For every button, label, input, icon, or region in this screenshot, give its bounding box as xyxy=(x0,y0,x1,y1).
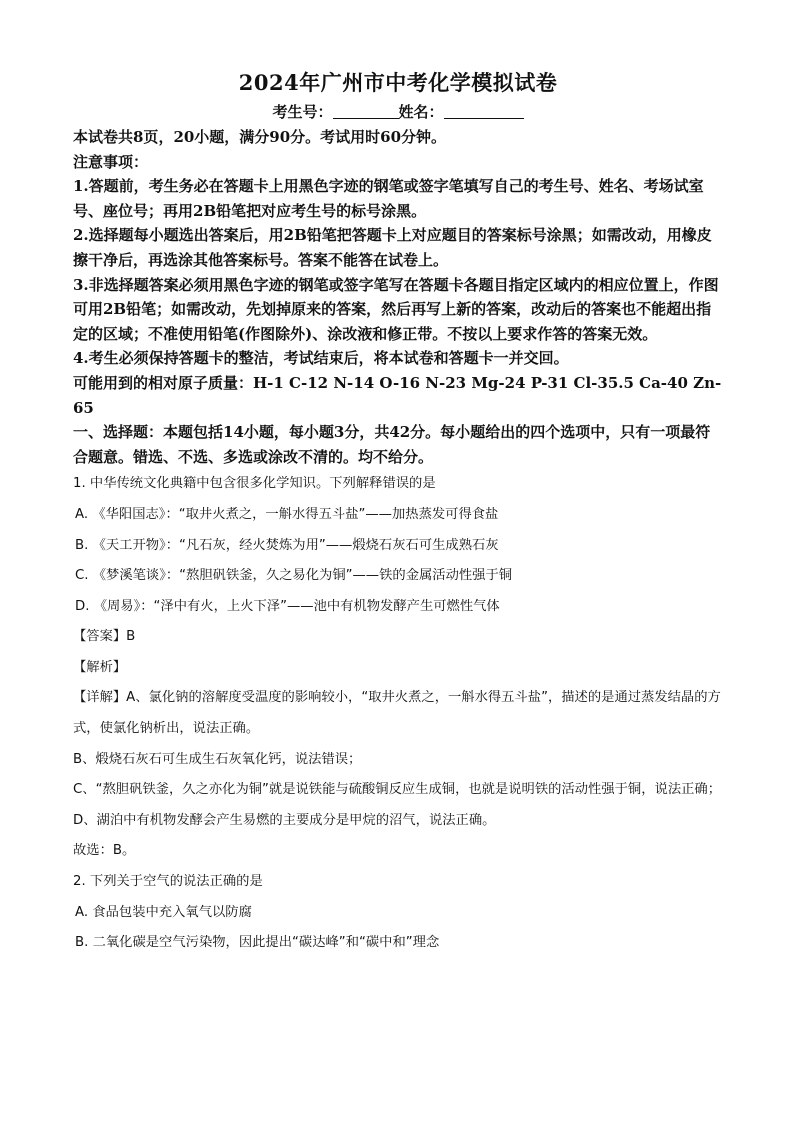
question-2-option-a: A. 食品包装中充入氧气以防腐 xyxy=(75,904,252,920)
name-blank xyxy=(444,103,524,119)
exam-summary: 本试卷共8页，20小题，满分90分。考试用时60分钟。 xyxy=(73,128,447,146)
note-item-2: 2.选择题每小题选出答案后，用2B铅笔把答题卡上对应题目的答案标号涂黑；如需改动，用橡皮擦干净后，再选涂其他答案标号。答案不能答在试卷上。 xyxy=(73,226,712,269)
question-1-analysis-label: 【解析】 xyxy=(73,659,127,675)
question-1-option-c: C. 《梦溪笔谈》：“熬胆矾铁釜，久之易化为铜”——铁的金属活动性强于铜 xyxy=(75,568,513,584)
candidate-info-line xyxy=(73,100,723,124)
question-1-detail-c: C、“熬胆矾铁釜，久之亦化为铜”就是说铁能与硫酸铜反应生成铜，也就是说明铁的活动性强于铜，说法正确； xyxy=(73,782,722,798)
exam-page xyxy=(73,68,723,959)
exam-number-label: 考生号： xyxy=(272,103,333,121)
question-1-answer: 【答案】B xyxy=(73,629,136,645)
question-2 xyxy=(73,867,723,959)
note-item-1: 1.答题前，考生务必在答题卡上用黑色字迹的钢笔或签字笔填写自己的考生号、姓名、考场试室号、座位号；再用2B铅笔把对应考生号的标号涂黑。 xyxy=(73,177,704,220)
note-item-3: 3.非选择题答案必须用黑色字迹的钢笔或签字笔写在答题卡各题目指定区域内的相应位置上，作图可用2B铅笔；如需改动，先划掉原来的答案，然后再写上新的答案，改动后的答案也不能超出指定的区域；不准使用铅笔(作图除外)、涂改液和修正带。不按以上要求作答的答案无效。 xyxy=(73,275,719,343)
question-2-option-b: B. 二氧化碳是空气污染物，因此提出“碳达峰”和“碳中和”理念 xyxy=(75,935,440,951)
exam-title: 2024年广州市中考化学模拟试卷 xyxy=(238,70,558,95)
question-1-option-d: D. 《周易》：“泽中有火，上火下泽”——池中有机物发酵产生可燃性气体 xyxy=(75,598,500,614)
question-2-stem: 2. 下列关于空气的说法正确的是 xyxy=(73,874,263,890)
question-1-detail-a: 【详解】A、氯化钠的溶解度受温度的影响较小，“取井火煮之，一斛水得五斗盐”，描述的是通过蒸发结晶的方式，使氯化钠析出，说法正确。 xyxy=(73,690,721,737)
question-1-conclusion: 故选：B。 xyxy=(73,843,136,859)
question-1-option-a: A. 《华阳国志》：“取井火煮之，一斛水得五斗盐”——加热蒸发可得食盐 xyxy=(75,506,499,522)
notes-title: 注意事项： xyxy=(73,152,149,171)
exam-number-blank xyxy=(333,103,399,119)
question-1-option-b: B. 《天工开物》：“凡石灰，经火焚炼为用”——煅烧石灰石可生成熟石灰 xyxy=(75,537,499,553)
name-label: 姓名： xyxy=(398,103,444,121)
question-1-detail-b: B、煅烧石灰石可生成生石灰氧化钙，说法错误； xyxy=(73,751,362,767)
question-1-stem: 1. 中华传统文化典籍中包含很多化学知识。下列解释错误的是 xyxy=(73,476,436,492)
section-one-heading: 一、选择题：本题包括14小题，每小题3分，共42分。每小题给出的四个选项中，只有一项最符合题意。错选、不选、多选或涂改不清的。均不给分。 xyxy=(73,423,711,466)
question-1 xyxy=(73,469,723,867)
instructions-block xyxy=(73,125,723,469)
question-1-detail-d: D、湖泊中有机物发酵会产生易燃的主要成分是甲烷的沼气，说法正确。 xyxy=(73,812,496,828)
atomic-mass-line: 可能用到的相对原子质量：H-1 C-12 N-14 O-16 N-23 Mg-24 P-31 Cl-35.5 Ca-40 Zn-65 xyxy=(73,373,722,417)
note-item-4: 4.考生必须保持答题卡的整洁，考试结束后，将本试卷和答题卡一并交回。 xyxy=(73,349,569,368)
